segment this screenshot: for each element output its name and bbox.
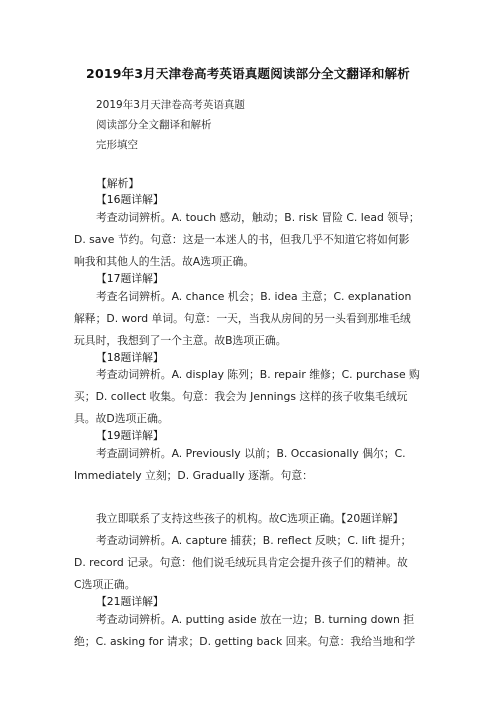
q17-line: 玩具时，我想到了一个主意。故B选项正确。 [74, 334, 287, 347]
q18-paragraph [74, 364, 421, 430]
meta-line-exam: 2019年3月天津卷高考英语真题 [96, 99, 245, 111]
q18-line: 买；D. collect 收集。句意：我会为 Jennings 这样的孩子收集毛绒玩 [74, 390, 408, 403]
q21-line: 考查动词辨析。A. putting aside 放在一边；B. turning down 拒 [96, 613, 415, 626]
q19-continuation-line: 我立即联系了支持这些孩子的机构。故C选项正确。【20题详解】 [96, 512, 404, 525]
q20-paragraph [74, 530, 421, 596]
q21-line: 绝；C. asking for 请求；D. getting back 回来。句意：我给当地和学 [74, 635, 416, 648]
q16-paragraph [74, 207, 421, 273]
q19-heading: 【19题详解】 [96, 429, 164, 442]
q19-line: Immediately 立刻；D. Gradually 逐渐。句意： [74, 469, 313, 482]
q19-line: 考查副词辨析。A. Previously 以前；B. Occasionally 偶尔；C. [96, 447, 406, 460]
q18-line: 具。故D选项正确。 [74, 412, 169, 425]
meta-line-type: 完形填空 [96, 139, 138, 151]
q18-heading: 【18题详解】 [96, 351, 164, 364]
q18-line: 考查动词辨析。A. display 陈列；B. repair 维修；C. purchase 购 [96, 368, 420, 381]
q20-line: D. record 记录。句意：他们说毛绒玩具肯定会提升孩子们的精神。故 [74, 556, 408, 569]
q20-line: 考查动词辨析。A. capture 捕获；B. reflect 反映；C. lift 提升； [96, 534, 412, 547]
document-title: 2019年3月天津卷高考英语真题阅读部分全文翻译和解析 [86, 66, 410, 81]
q19-continuation [74, 508, 421, 530]
q16-line: 考查动词辨析。A. touch 感动，触动；B. risk 冒险 C. lead 领导； [96, 211, 420, 224]
q17-paragraph [74, 286, 421, 352]
q19-paragraph [74, 443, 421, 487]
q16-heading: 【16题详解】 [96, 193, 164, 206]
q21-paragraph [74, 609, 421, 653]
q21-heading: 【21题详解】 [96, 595, 164, 608]
q20-line: C选项正确。 [74, 578, 136, 591]
q17-heading: 【17题详解】 [96, 272, 164, 285]
q16-line: D. save 节约。句意：这是一本迷人的书，但我几乎不知道它将如何影 [74, 233, 410, 246]
q17-line: 解释；D. word 单词。句意：一天，当我从房间的另一头看到那堆毛绒 [74, 312, 411, 325]
q16-line: 响我和其他人的生活。故A选项正确。 [74, 255, 255, 268]
analysis-label: 【解析】 [96, 177, 140, 190]
meta-line-section: 阅读部分全文翻译和解析 [96, 119, 212, 131]
q17-line: 考查名词辨析。A. chance 机会；B. idea 主意；C. explanation [96, 290, 412, 303]
